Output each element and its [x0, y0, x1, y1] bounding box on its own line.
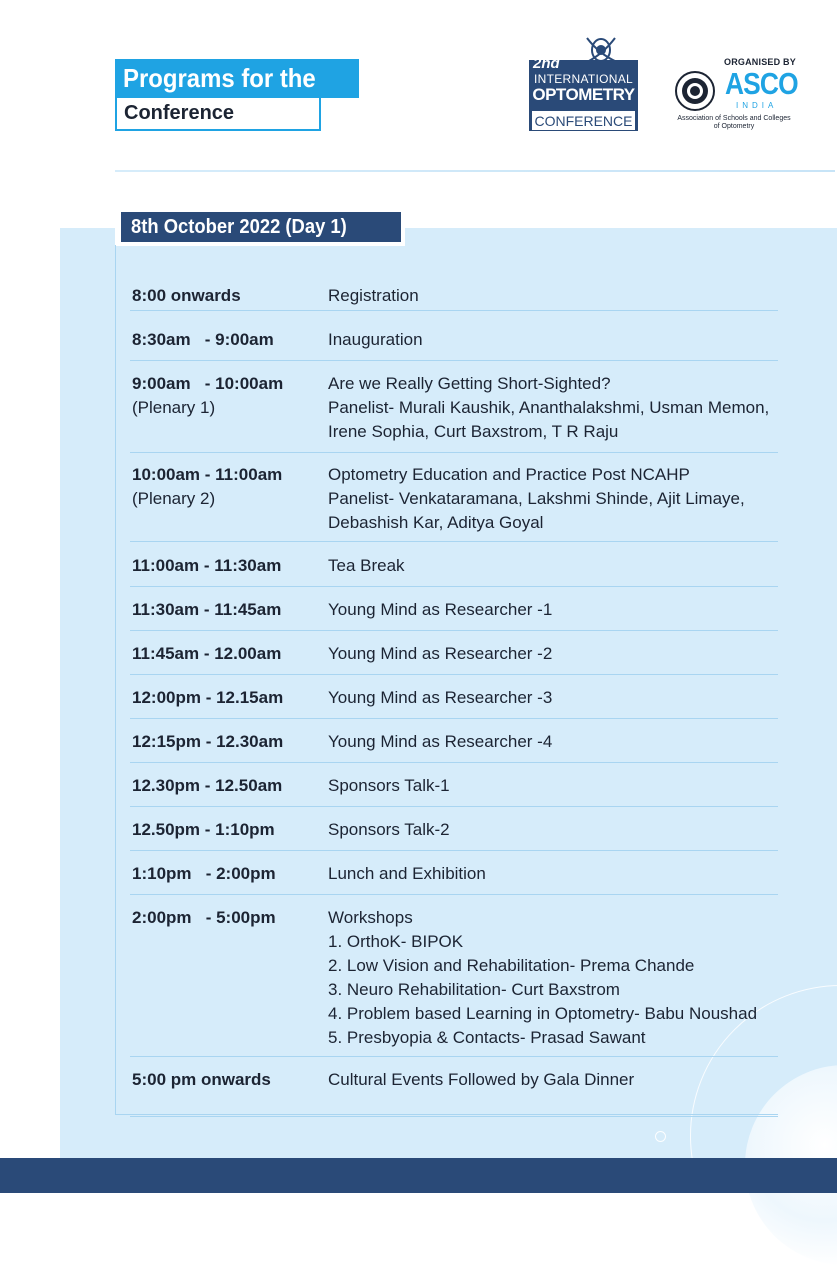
schedule-description-line: 3. Neuro Rehabilitation- Curt Baxstrom	[328, 980, 620, 999]
schedule-description	[328, 862, 778, 886]
schedule-session-label: (Plenary 2)	[132, 489, 216, 508]
schedule-description-line: Inauguration	[328, 330, 423, 349]
schedule-description-line: 4. Problem based Learning in Optometry- Babu Noushad	[328, 1004, 758, 1023]
schedule-description	[328, 730, 778, 754]
schedule-row	[130, 642, 778, 675]
schedule-time-text: 8:30am - 9:00am	[132, 330, 274, 349]
schedule-row	[130, 284, 778, 311]
schedule-description	[328, 284, 778, 308]
schedule-row	[130, 554, 778, 587]
schedule-time-text: 11:45am - 12.00am	[132, 644, 282, 663]
schedule-row	[130, 686, 778, 719]
page-title: Programs for the	[115, 59, 359, 98]
schedule-time	[132, 1068, 271, 1092]
schedule-time	[132, 642, 281, 666]
schedule-description-line: Young Mind as Researcher -4	[328, 732, 553, 751]
schedule-time	[132, 372, 283, 420]
schedule-description-line: Panelist- Murali Kaushik, Ananthalakshmi, Usman Memon,	[328, 398, 770, 417]
schedule-description-line: 2. Low Vision and Rehabilitation- Prema Chande	[328, 956, 695, 975]
schedule-description-line: Lunch and Exhibition	[328, 864, 486, 883]
schedule-description	[328, 906, 778, 1050]
conference-line1: INTERNATIONAL	[533, 72, 634, 86]
schedule-description-line: Sponsors Talk-1	[328, 776, 450, 795]
schedule-description	[328, 1068, 778, 1092]
schedule-description	[328, 818, 778, 842]
schedule-description-line: Young Mind as Researcher -3	[328, 688, 553, 707]
schedule-time-text: 8:00 onwards	[132, 286, 241, 305]
page-subtitle: Conference	[115, 98, 321, 131]
schedule-description	[328, 686, 778, 710]
schedule-time-text: 1:10pm - 2:00pm	[132, 864, 276, 883]
schedule-description-line: Optometry Education and Practice Post NCAHP	[328, 465, 690, 484]
schedule-row	[130, 328, 778, 361]
schedule-time-text: 12:00pm - 12.15am	[132, 688, 284, 707]
schedule-row	[130, 818, 778, 851]
asco-country: INDIA	[736, 101, 778, 110]
schedule-time	[132, 774, 282, 798]
schedule-description	[328, 328, 778, 352]
schedule-description-line: Panelist- Venkataramana, Lakshmi Shinde, Ajit Limaye,	[328, 489, 745, 508]
schedule-description-line: Young Mind as Researcher -1	[328, 600, 553, 619]
schedule-time	[132, 730, 283, 754]
schedule-description-line: 5. Presbyopia & Contacts- Prasad Sawant	[328, 1028, 646, 1047]
schedule-row	[130, 862, 778, 895]
schedule-time-text: 11:30am - 11:45am	[132, 600, 282, 619]
schedule-description-line: Debashish Kar, Aditya Goyal	[328, 513, 544, 532]
asco-full-name: Association of Schools and Colleges of Optometry	[677, 115, 791, 130]
schedule-time-text: 11:00am - 11:30am	[132, 556, 282, 575]
conference-edition: 2nd	[533, 55, 560, 72]
schedule-time	[132, 686, 283, 710]
schedule-time-text: 12:15pm - 12.30am	[132, 732, 284, 751]
schedule-description	[328, 372, 778, 444]
schedule-row	[130, 730, 778, 763]
schedule-session-label: (Plenary 1)	[132, 398, 216, 417]
decorative-dot	[655, 1131, 666, 1142]
schedule-description	[328, 463, 778, 535]
schedule-time	[132, 554, 281, 578]
schedule-time	[132, 463, 282, 511]
schedule-description-line: Are we Really Getting Short-Sighted?	[328, 374, 611, 393]
schedule-description-line: Young Mind as Researcher -2	[328, 644, 553, 663]
schedule-time	[132, 818, 275, 842]
conference-line3: CONFERENCE	[531, 110, 636, 131]
schedule-time-text: 12.30pm - 12.50am	[132, 776, 283, 795]
schedule-time	[132, 906, 276, 930]
schedule-time	[132, 862, 276, 886]
asco-name: ASCO	[725, 66, 798, 101]
schedule-description-line: 1. OrthoK- BIPOK	[328, 932, 464, 951]
schedule-description	[328, 642, 778, 666]
schedule-time-text: 9:00am - 10:00am	[132, 374, 284, 393]
schedule-time	[132, 328, 274, 352]
conference-line2: OPTOMETRY	[532, 85, 635, 104]
schedule-description-line: Tea Break	[328, 556, 405, 575]
schedule-description-line: Irene Sophia, Curt Baxstrom, T R Raju	[328, 422, 619, 441]
schedule-row	[130, 1068, 778, 1117]
asco-eye-icon	[674, 70, 716, 112]
organised-by-label: ORGANISED BY	[724, 57, 796, 67]
schedule-description-line: Cultural Events Followed by Gala Dinner	[328, 1070, 635, 1089]
schedule-description	[328, 598, 778, 622]
schedule-row	[130, 598, 778, 631]
schedule-description-line: Registration	[328, 286, 419, 305]
schedule-time-text: 5:00 pm onwards	[132, 1070, 271, 1089]
footer-bar	[0, 1158, 837, 1193]
schedule-time	[132, 598, 281, 622]
day-heading: 8th October 2022 (Day 1)	[121, 212, 401, 242]
schedule-row	[130, 906, 778, 1057]
schedule-description	[328, 554, 778, 578]
schedule-time	[132, 284, 241, 308]
header-divider	[115, 170, 835, 172]
schedule-time-text: 2:00pm - 5:00pm	[132, 908, 276, 927]
schedule-description-line: Workshops	[328, 908, 413, 927]
schedule-time-text: 10:00am - 11:00am	[132, 465, 283, 484]
schedule-time-text: 12.50pm - 1:10pm	[132, 820, 275, 839]
schedule-row	[130, 774, 778, 807]
schedule-description	[328, 774, 778, 798]
schedule-row	[130, 463, 778, 542]
schedule-row	[130, 372, 778, 453]
schedule-description-line: Sponsors Talk-2	[328, 820, 450, 839]
